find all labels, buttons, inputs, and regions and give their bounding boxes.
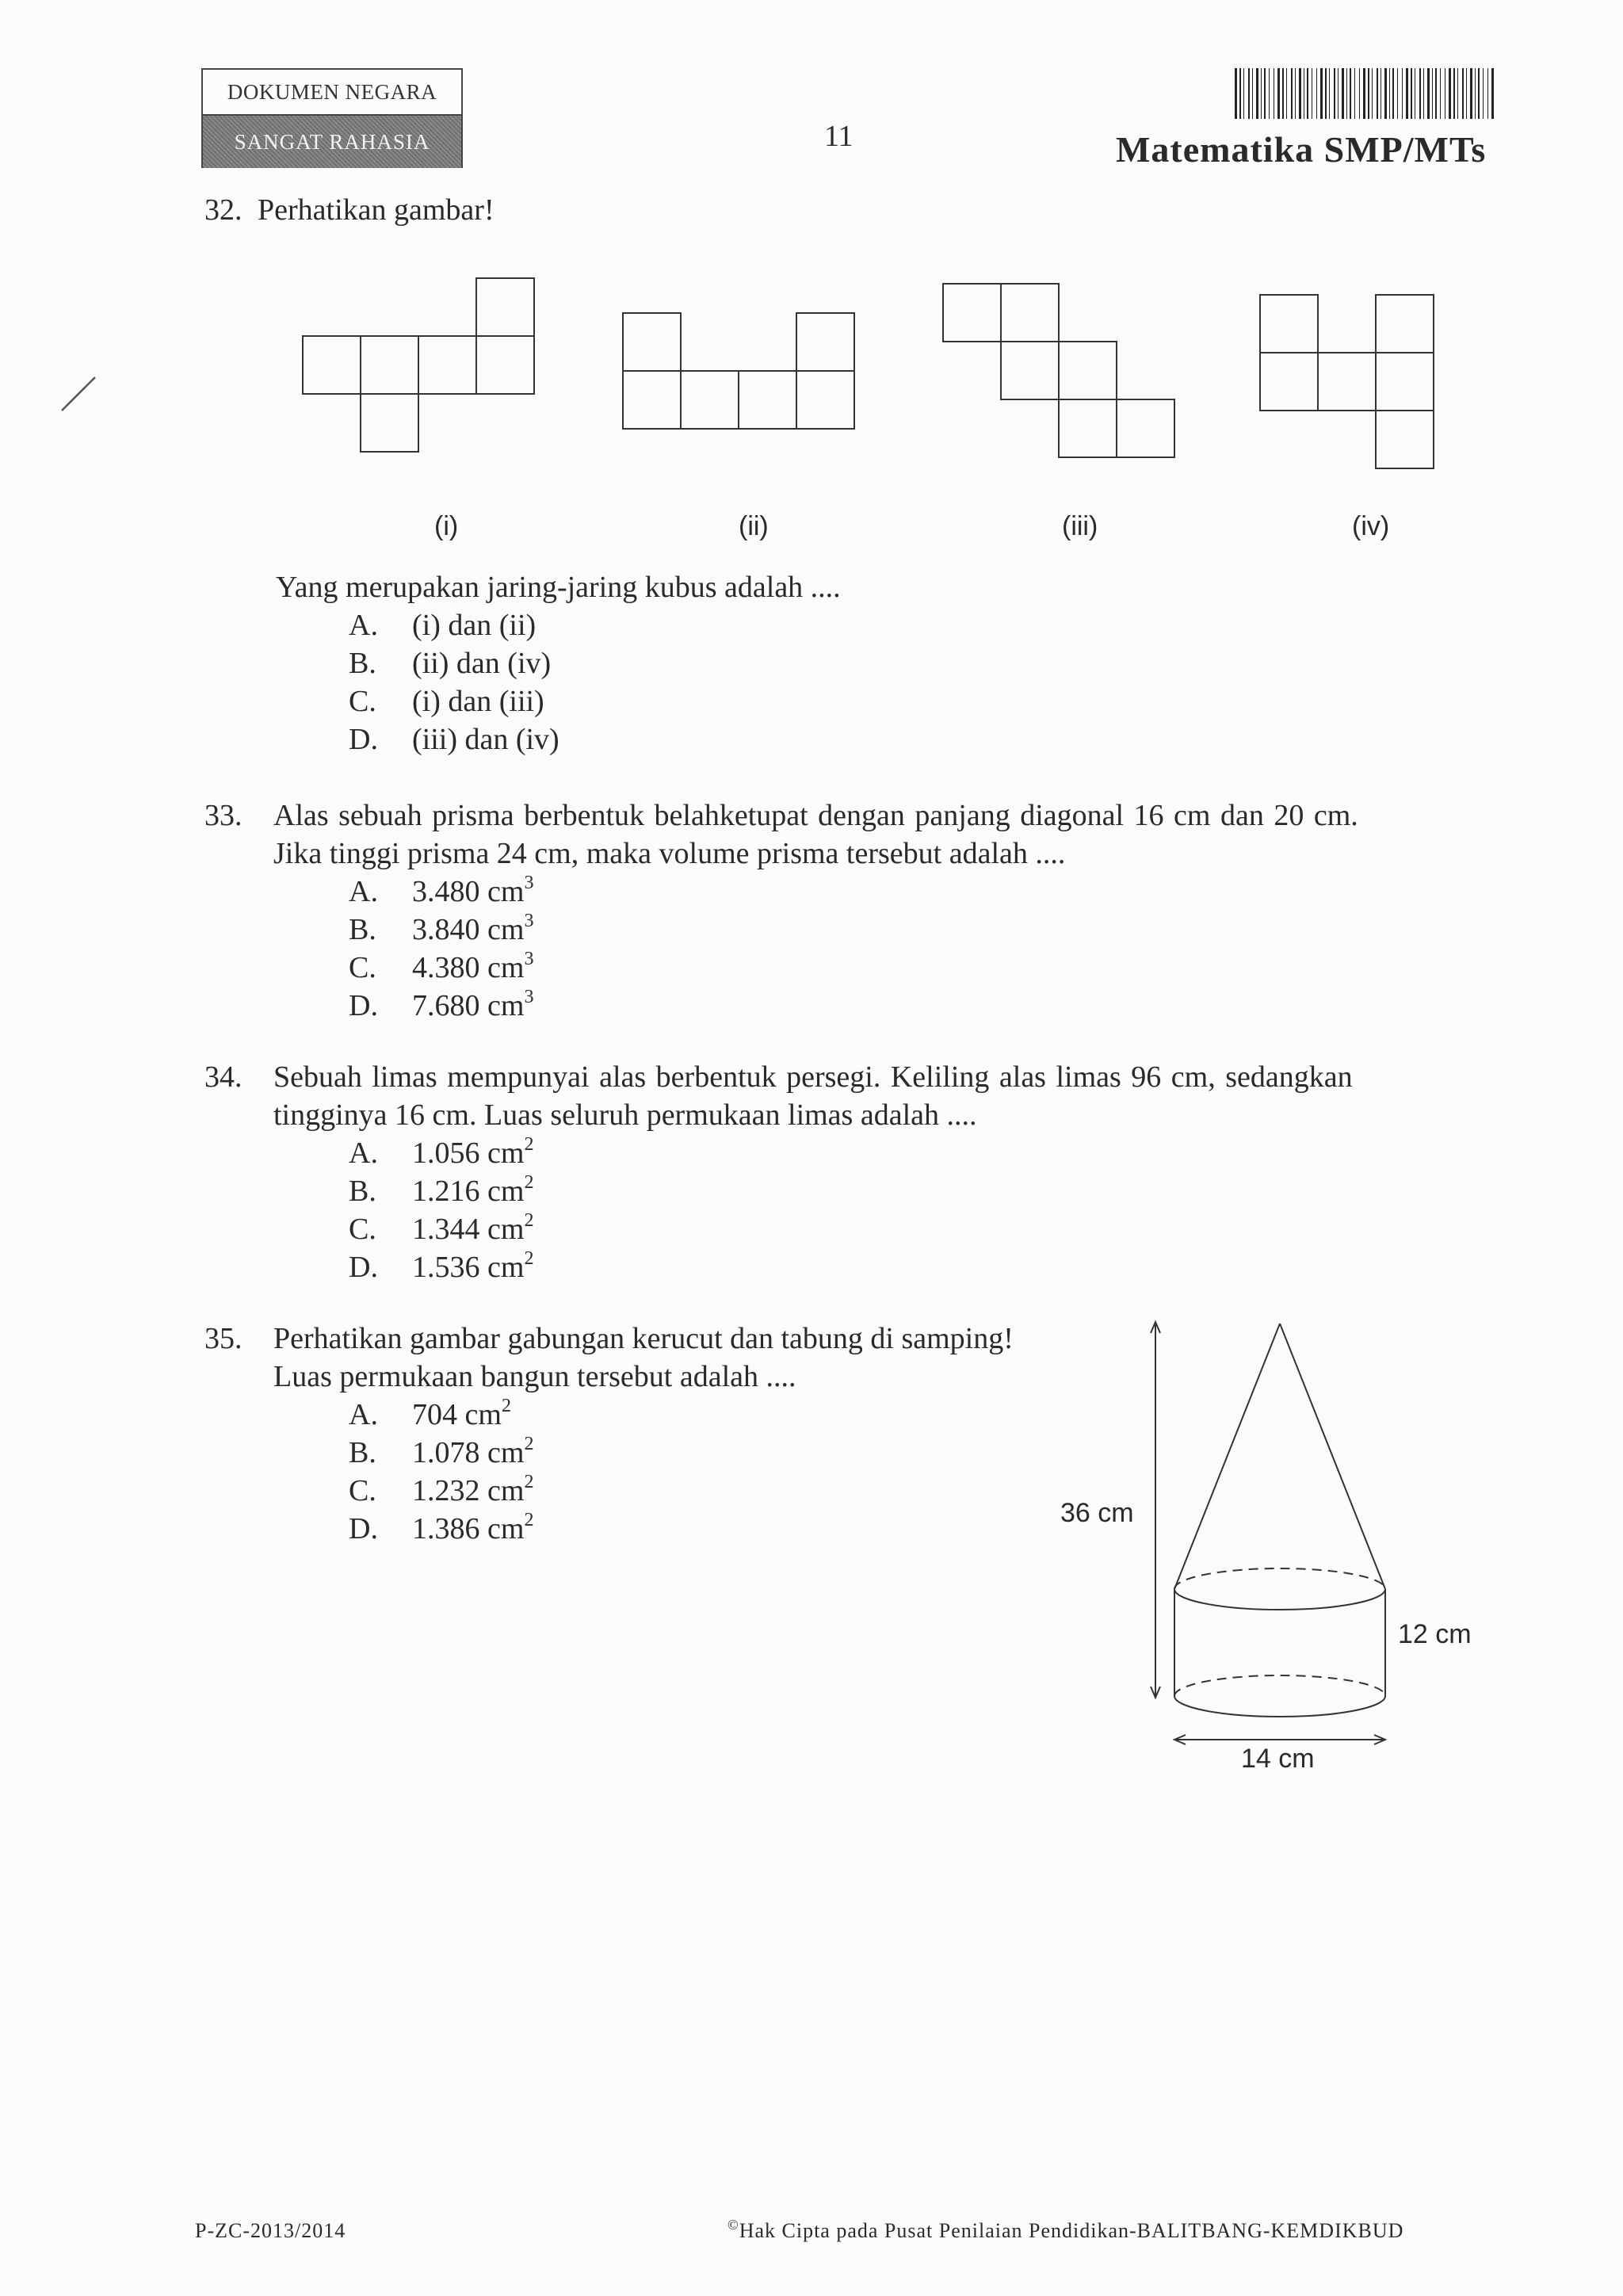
q32-option-c-letter: C. — [349, 685, 376, 718]
q35-option-a: 704 $cm^2$ — [412, 1396, 511, 1431]
total-height-label: 36 cm — [1060, 1498, 1134, 1528]
q32-option-a-text: (i) dan (ii) — [412, 609, 537, 642]
q33-option-d: 7.680 $cm^3$ — [412, 987, 534, 1022]
diameter-label: 14 cm — [1241, 1744, 1315, 1774]
q35-option-c: 1.232 $cm^2$ — [412, 1472, 534, 1507]
q34-option-c: 1.344 $cm^2$ — [412, 1210, 534, 1246]
q32-option-d-letter: D. — [349, 723, 378, 756]
q32-option-d-text: (iii) dan (iv) — [412, 723, 559, 756]
cube-net-ii — [623, 313, 861, 432]
document-classification-box — [201, 68, 463, 168]
q32-option-c-text: (i) dan (iii) — [412, 685, 544, 718]
cylinder-height-label: 12 cm — [1398, 1619, 1472, 1649]
q35-option-d: 1.386 $cm^2$ — [412, 1510, 534, 1545]
pen-mark — [55, 372, 103, 420]
q32-number: 32. — [204, 193, 242, 227]
q34-option-b-letter: B. — [349, 1175, 376, 1208]
footer-code: P-ZC-2013/2014 — [195, 2219, 346, 2242]
net-label-iii: (iii) — [1062, 511, 1098, 541]
doc-label: DOKUMEN NEGARA — [203, 70, 461, 116]
q35-line2: Luas permukaan bangun tersebut adalah .... — [273, 1360, 796, 1393]
cone-cylinder-figure — [1141, 1316, 1474, 1791]
q35-line1: Perhatikan gambar gabungan kerucut dan tabung di samping! — [273, 1322, 1014, 1355]
q33-option-a-letter: A. — [349, 875, 378, 908]
q32-option-b-text: (ii) dan (iv) — [412, 647, 552, 680]
q33-line1: Alas sebuah prisma berbentuk belahketupat dengan panjang diagonal 16 cm dan 20 cm. — [273, 799, 1358, 832]
q35-option-b-letter: B. — [349, 1436, 376, 1469]
q34-option-b: 1.216 $cm^2$ — [412, 1172, 534, 1208]
q32-option-b-letter: B. — [349, 647, 376, 680]
q35-option-d-letter: D. — [349, 1512, 378, 1545]
q33-option-c: 4.380 $cm^3$ — [412, 949, 534, 984]
q33-option-d-letter: D. — [349, 989, 378, 1022]
q33-number: 33. — [204, 799, 242, 832]
subject-title: Matematika SMP/MTs — [1116, 129, 1487, 170]
net-label-iv: (iv) — [1352, 511, 1390, 541]
q35-number: 35. — [204, 1322, 242, 1355]
cube-net-i — [303, 276, 540, 450]
net-label-ii: (ii) — [739, 511, 769, 541]
q33-option-c-letter: C. — [349, 951, 376, 984]
barcode-icon — [1235, 68, 1495, 119]
net-label-i: (i) — [434, 511, 459, 541]
q32-option-a-letter: A. — [349, 609, 378, 642]
q34-number: 34. — [204, 1060, 242, 1094]
footer-copyright: ©Hak Cipta pada Pusat Penilaian Pendidikan-BALITBANG-KEMDIKBUD — [727, 2217, 1404, 2242]
q34-option-a-letter: A. — [349, 1137, 378, 1170]
q33-line2: Jika tinggi prisma 24 cm, maka volume prisma tersebut adalah .... — [273, 837, 1066, 870]
q35-option-a-letter: A. — [349, 1398, 378, 1431]
q34-option-d-letter: D. — [349, 1251, 378, 1284]
q35-option-c-letter: C. — [349, 1474, 376, 1507]
q35-option-b: 1.078 $cm^2$ — [412, 1434, 534, 1469]
q32-question: Yang merupakan jaring-jaring kubus adalah .... — [276, 571, 841, 604]
q32-stem: Perhatikan gambar! — [258, 193, 495, 227]
q33-option-b-letter: B. — [349, 913, 376, 946]
cube-net-iii — [943, 284, 1181, 462]
q33-option-b: 3.840 $cm^3$ — [412, 911, 534, 946]
q34-option-a: 1.056 $cm^2$ — [412, 1134, 534, 1170]
q34-option-c-letter: C. — [349, 1213, 376, 1246]
cube-net-iv — [1260, 295, 1438, 473]
secret-label: SANGAT RAHASIA — [203, 116, 461, 168]
page-number: 11 — [824, 120, 854, 153]
q34-line2: tingginya 16 cm. Luas seluruh permukaan limas adalah .... — [273, 1098, 977, 1132]
q34-line1: Sebuah limas mempunyai alas berbentuk persegi. Keliling alas limas 96 cm, sedangkan — [273, 1060, 1353, 1094]
q33-option-a: 3.480 $cm^3$ — [412, 873, 534, 908]
q34-option-d: 1.536 $cm^2$ — [412, 1248, 534, 1284]
